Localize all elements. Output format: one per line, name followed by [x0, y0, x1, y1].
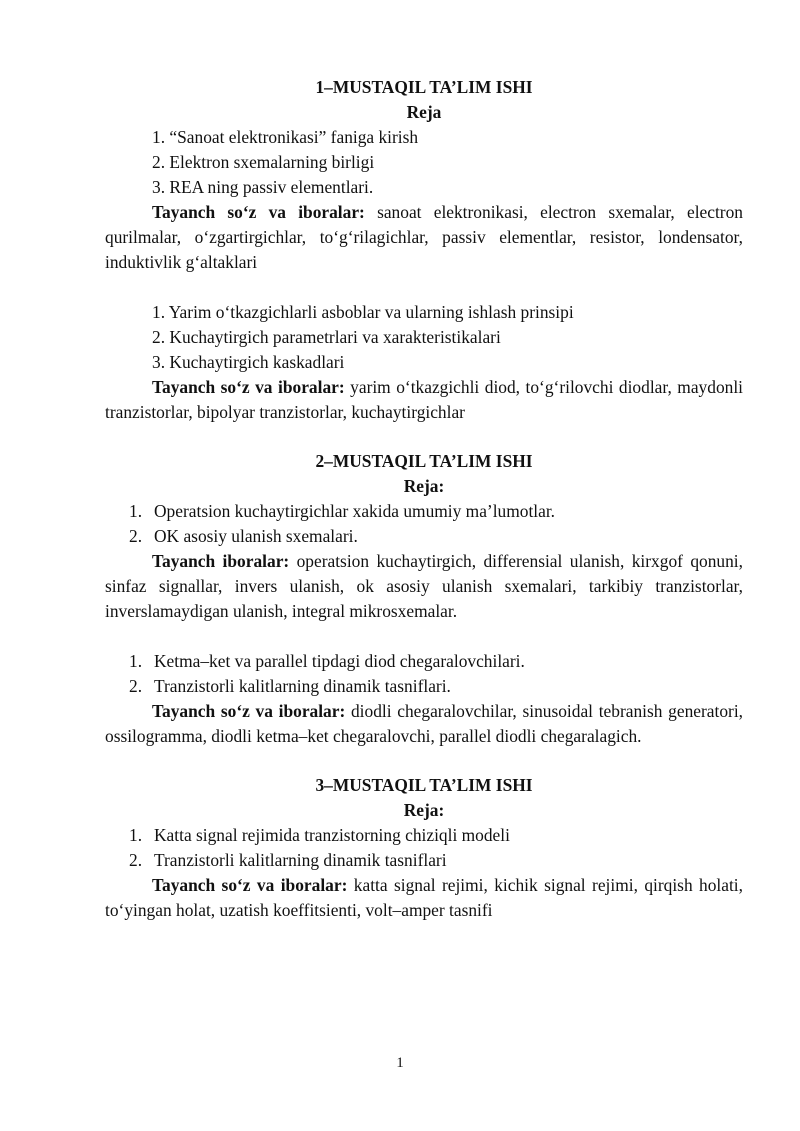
section-3-reja: Reja:	[403, 800, 445, 820]
section-2-plan-item: 2. OK asosiy ulanish sxemalari.	[129, 526, 358, 546]
keywords-text: yarim o‘tkazgichli diod, to‘g‘rilovchi diodlar, maydonli tranzistorlar, bipolyar tranzistorlar, kuchaytirgichlar	[105, 377, 743, 422]
keywords-label: Tayanch so‘z va iboralar:	[152, 377, 345, 397]
section-3-keywords	[105, 873, 743, 923]
keywords-label: Tayanch so‘z va iboralar:	[152, 875, 348, 895]
section-1-plan-item: 1. Yarim o‘tkazgichlarli asboblar va ularning ishlash prinsipi	[152, 302, 574, 322]
section-1-plan-item: 1. “Sanoat elektronikasi” faniga kirish	[152, 127, 419, 147]
keywords-label: Tayanch iboralar:	[152, 551, 290, 571]
section-2-keywords	[105, 549, 743, 624]
section-3-plan-item: 2. Tranzistorli kalitlarning dinamik tasniflari	[129, 850, 447, 870]
keywords-label: Tayanch so‘z va iboralar:	[152, 701, 346, 721]
section-2-plan-item: 2. Tranzistorli kalitlarning dinamik tasniflari.	[129, 676, 451, 696]
section-1-reja: Reja	[406, 102, 442, 122]
section-1-plan-item: 2. Kuchaytirgich parametrlari va xarakteristikalari	[152, 327, 501, 347]
section-1-title: 1–MUSTAQIL TA’LIM ISHI	[315, 77, 533, 97]
keywords-text: diodli chegaralovchilar, sinusoidal tebranish generatori, ossilogramma, diodli ketma–ket chegaralovchi, parallel diodli chegaralagich.	[105, 701, 743, 746]
section-1-plan-item: 3. Kuchaytirgich kaskadlari	[152, 352, 345, 372]
page-number: 1	[396, 1055, 404, 1071]
section-2-plan-item: 1. Operatsion kuchaytirgichlar xakida umumiy ma’lumotlar.	[129, 501, 556, 521]
keywords-label: Tayanch so‘z va iboralar:	[152, 202, 365, 222]
keywords-text: katta signal rejimi, kichik signal rejimi, qirqish holati, to‘yingan holat, uzatish koeffitsienti, volt–amper tasnifi	[105, 875, 743, 920]
section-2-reja: Reja:	[403, 476, 445, 496]
section-3-title: 3–MUSTAQIL TA’LIM ISHI	[315, 775, 533, 795]
section-1-plan-item: 2. Elektron sxemalarning birligi	[152, 152, 375, 172]
section-1-plan-item: 3. REA ning passiv elementlari.	[152, 177, 374, 197]
section-3-plan-item: 1. Katta signal rejimida tranzistorning chiziqli modeli	[129, 825, 510, 845]
document-page	[105, 75, 743, 923]
section-1-keywords-2	[105, 375, 743, 425]
keywords-text: operatsion kuchaytirgich, differensial ulanish, kirxgof qonuni, sinfaz signallar, invers ulanish, ok asosiy ulanish sxemalari, tarkibiy tranzistorlar, inverslamaydigan ulanish, integral mikrosxemalar.	[105, 551, 743, 621]
section-1-keywords	[105, 200, 743, 275]
section-2-title: 2–MUSTAQIL TA’LIM ISHI	[315, 451, 533, 471]
section-2-keywords-2	[105, 699, 743, 749]
keywords-text: sanoat elektronikasi, electron sxemalar, electron qurilmalar, o‘zgartirgichlar, to‘g‘rilagichlar, passiv elementlar, resistor, londensator, induktivlik g‘altaklari	[105, 202, 743, 272]
section-2-plan-item: 1. Ketma–ket va parallel tipdagi diod chegaralovchilari.	[129, 651, 525, 671]
